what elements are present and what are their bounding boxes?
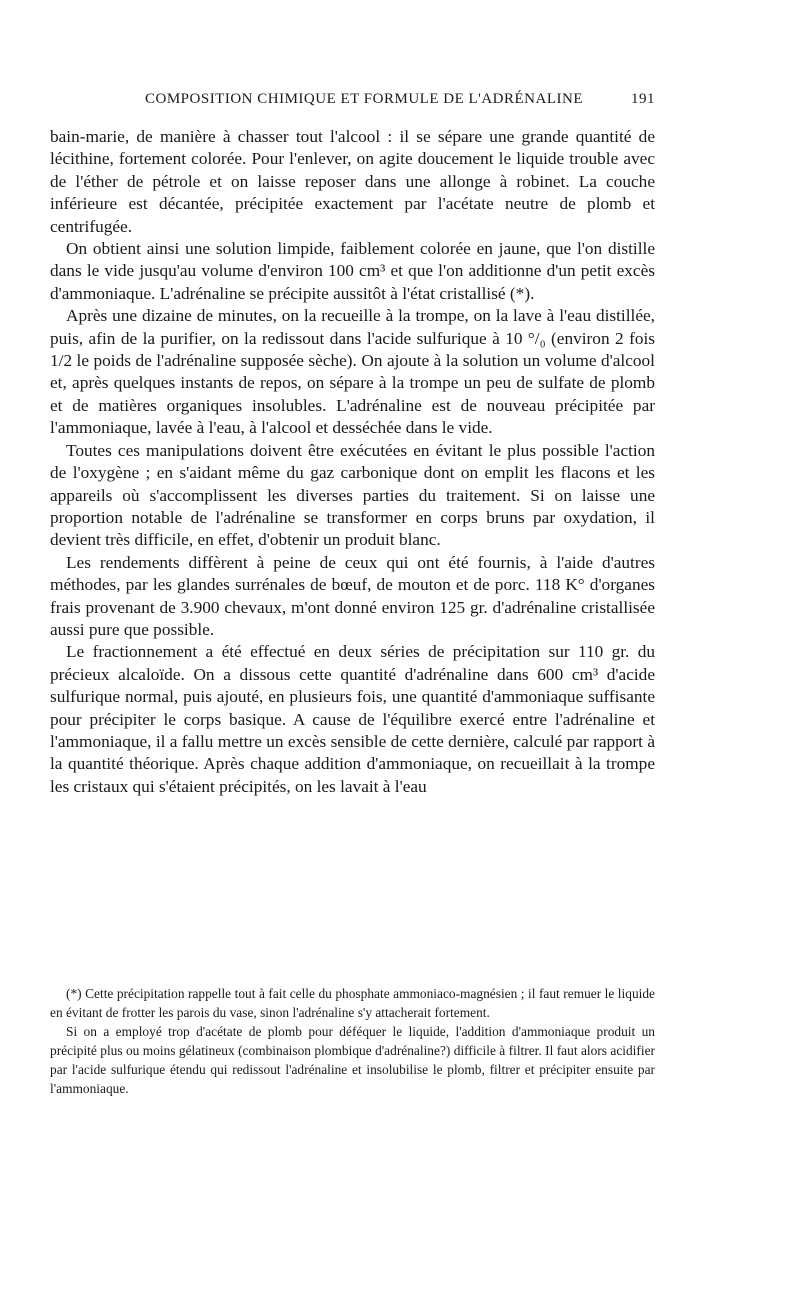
paragraph: Le fractionnement a été effectué en deux séries de précipitation sur 110 gr. du précieux alcaloïde. On a dissous cette quantité d'adrénaline dans 600 cm³ d'acide sulfurique normal, puis ajouté, en plusieurs fois, une quantité d'ammoniaque suffisante pour précipiter le corps basique. A cause de l'équilibre exercé entre l'adrénaline et l'ammoniaque, il a fallu mettre un excès sensible de cette dernière, calculé par rapport à la quantité théorique. Après chaque addition d'ammoniaque, on recueillait à la trompe les cristaux qui s'étaient précipités, on les lavait à l'eau: [50, 642, 655, 796]
paragraph: Les rendements diffèrent à peine de ceux qui ont été fournis, à l'aide d'autres méthodes, par les glandes surrénales de bœuf, de mouton et de porc. 118 K° d'organes frais provenant de 3.900 chevaux, m'ont donné environ 125 gr. d'adrénaline cristallisée aussi pure que possible.: [50, 552, 655, 639]
footnotes: [50, 984, 655, 1098]
body-text: [50, 126, 655, 798]
footnote: Si on a employé trop d'acétate de plomb pour déféquer le liquide, l'addition d'ammoniaque produit un précipité plus ou moins gélatineux (combinaison plombique d'adrénaline?) difficile à filtrer. Il faut alors acidifier par l'acide sulfurique étendu qui redissout l'adrénaline et insolubilise le plomb, filtrer et précipiter ensuite par l'ammoniaque.: [50, 1024, 655, 1096]
paragraph: Toutes ces manipulations doivent être exécutées en évitant le plus possible l'action de l'oxygène ; en s'aidant même du gaz carbonique dont on emplit les flacons et les appareils où s'accomplissent les diverses parties du traitement. Si on laisse une proportion notable de l'adrénaline se transformer en corps bruns par oxydation, il devient très difficile, en effet, d'obtenir un produit blanc.: [50, 440, 655, 550]
paragraph-continued: bain-marie, de manière à chasser tout l'alcool : il se sépare une grande quantité de lécithine, fortement colorée. Pour l'enlever, on agite doucement le liquide trouble avec de l'éther de pétrole et on laisse reposer dans une allonge à robinet. La couche inférieure est décantée, précipitée exactement par l'acétate neutre de plomb et centrifugée.: [50, 127, 655, 236]
paragraph: Après une dizaine de minutes, on la recueille à la trompe, on la lave à l'eau distillée, puis, afin de la purifier, on la redissout dans l'acide sulfurique à 10 °/₀ (environ 2 fois 1/2 le poids de l'adrénaline supposée sèche). On ajoute à la solution un volume d'alcool et, après quelques instants de repos, on sépare à la trompe un peu de sulfate de plomb et de matières organiques insolubles. L'adrénaline est de nouveau précipitée par l'ammoniaque, lavée à l'eau, à l'alcool et desséchée dans le vide.: [50, 306, 655, 438]
paragraph: On obtient ainsi une solution limpide, faiblement colorée en jaune, que l'on distille dans le vide jusqu'au volume d'environ 100 cm³ et que l'on additionne d'un petit excès d'ammoniaque. L'adrénaline se précipite aussitôt à l'état cristallisé (*).: [50, 239, 655, 303]
running-head: [50, 91, 655, 111]
running-title: COMPOSITION CHIMIQUE ET FORMULE DE L'ADRÉNALINE: [145, 91, 583, 107]
page-number: 191: [631, 91, 655, 107]
footnote: (*) Cette précipitation rappelle tout à fait celle du phosphate ammoniaco-magnésien ; il faut remuer le liquide en évitant de frotter les parois du vase, sinon l'adrénaline s'y attacherait fortement.: [50, 986, 655, 1020]
